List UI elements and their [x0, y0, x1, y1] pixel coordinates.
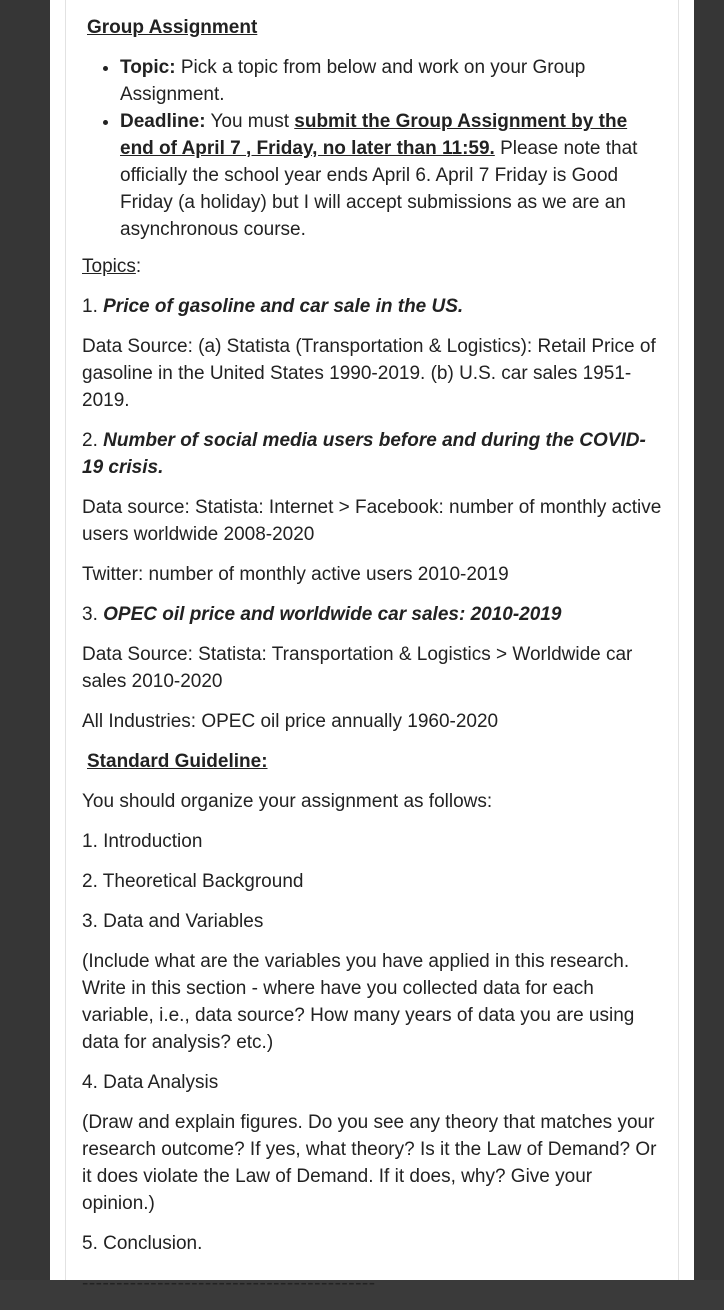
guideline-step-3: 3. Data and Variables — [82, 911, 264, 932]
bullet-list — [82, 54, 662, 243]
content-area — [65, 0, 679, 1294]
topic-3-name: OPEC oil price and worldwide car sales: 2010-2019 — [103, 604, 562, 625]
topics-label: Topics — [82, 256, 136, 277]
topic-2-extra: Twitter: number of monthly active users 2010-2019 — [82, 564, 509, 585]
guideline-intro: You should organize your assignment as follows: — [82, 791, 493, 812]
divider-line: ------------------------------------------- — [82, 1273, 376, 1294]
document-page[interactable] — [50, 0, 694, 1294]
deadline-emphasis: submit the Group Assignment by the end of April 7 , Friday, no later than 11:59. — [120, 111, 628, 159]
topic-3-number: 3. — [82, 604, 104, 625]
topic-3-title — [82, 601, 662, 628]
topic-1-name: Price of gasoline and car sale in the US. — [103, 296, 464, 317]
topic-3-extra: All Industries: OPEC oil price annually 1960-2020 — [82, 711, 499, 732]
left-margin — [0, 0, 50, 1280]
topics-heading — [82, 253, 662, 280]
guideline-step-4: 4. Data Analysis — [82, 1072, 219, 1093]
deadline-label: Deadline: — [120, 111, 206, 132]
deadline-pre: You must — [205, 111, 295, 132]
deadline-post: Please note that officially the school year ends April 6. April 7 Friday is Good Friday (a holiday) but I will accept submissions as we are an asynchronous course. — [120, 138, 638, 240]
bullet-topic — [120, 54, 662, 108]
topic-2-number: 2. — [82, 430, 104, 451]
topic-label: Topic: — [120, 57, 176, 78]
assignment-text — [82, 0, 662, 1310]
topic-2-source: Data source: Statista: Internet > Facebook: number of monthly active users worldwide 2008-2020 — [82, 497, 662, 545]
topics-colon: : — [135, 256, 142, 277]
guideline-step-1: 1. Introduction — [82, 831, 203, 852]
section-title: Group Assignment — [87, 17, 258, 38]
topic-1-number: 1. — [82, 296, 104, 317]
right-margin — [694, 0, 724, 1280]
topic-2-title — [82, 427, 662, 481]
topic-1-source: Data Source: (a) Statista (Transportation & Logistics): Retail Price of gasoline in the United States 1990-2019. (b) U.S. car sales 1951-2019. — [82, 336, 656, 411]
topic-3-source: Data Source: Statista: Transportation & Logistics > Worldwide car sales 2010-2020 — [82, 644, 633, 692]
guideline-step-5: 5. Conclusion. — [82, 1233, 203, 1254]
topic-1-title — [82, 293, 662, 320]
topic-2-name: Number of social media users before and during the COVID-19 crisis. — [82, 430, 646, 478]
topic-text: Pick a topic from below and work on your Group Assignment. — [120, 57, 586, 105]
bullet-deadline — [120, 108, 662, 243]
guideline-step-2: 2. Theoretical Background — [82, 871, 304, 892]
guideline-title: Standard Guideline: — [87, 751, 268, 772]
guideline-step-3-note: (Include what are the variables you have applied in this research. Write in this section - where have you collected data for each variable, i.e., data source? How many years of data you are using data for analysis? etc.) — [82, 951, 635, 1053]
guideline-step-4-note: (Draw and explain figures. Do you see any theory that matches your research outcome? If yes, what theory? Is it the Law of Demand? Or it does violate the Law of Demand. If it does, why? Give your opinion.) — [82, 1112, 657, 1214]
